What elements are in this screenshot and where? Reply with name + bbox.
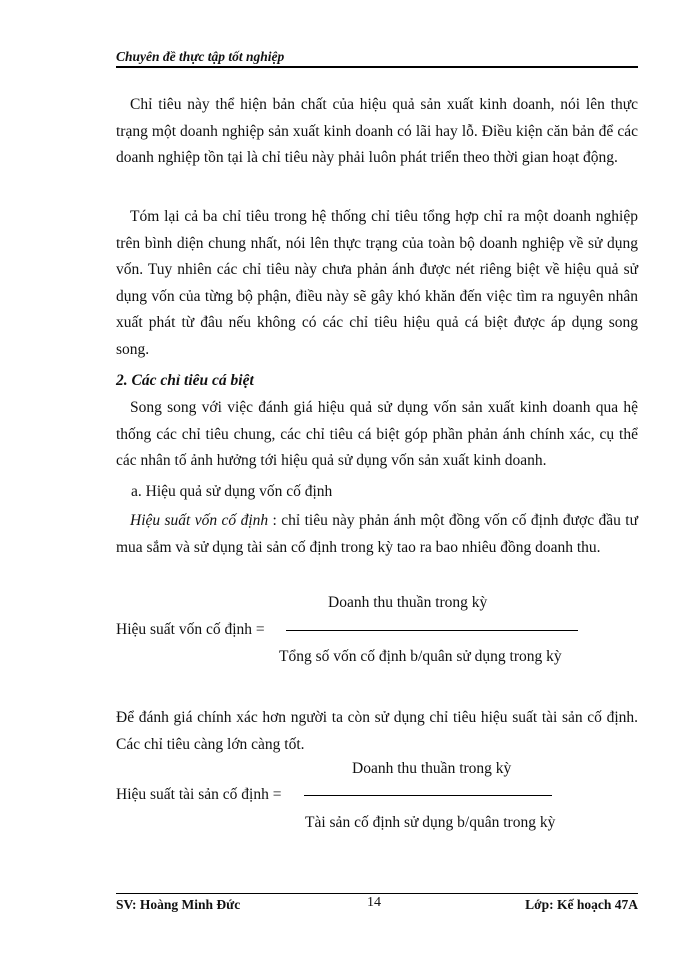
- formula1-numerator: Doanh thu thuần trong kỳ: [328, 594, 488, 611]
- page-number: 14: [367, 895, 381, 910]
- header-divider: [116, 66, 638, 68]
- formula2-denominator: Tài sản cố định sử dụng b/quân trong kỳ: [305, 814, 556, 831]
- term-fixed-capital-efficiency: Hiệu suất vốn cố định: [130, 512, 269, 529]
- paragraph-profit-indicator: Chỉ tiêu này thể hiện bản chất của hiệu quả sản xuất kinh doanh, nói lên thực trạng một doanh nghiệp sản xuất kinh doanh có lãi hay lỗ. Điều kiện căn bản để các doanh nghiệp tồn tại là chỉ tiêu này phải luôn phát triển theo thời gian hoạt động.: [116, 96, 638, 166]
- paragraph-individual-indicators: Song song với việc đánh giá hiệu quả sử dụng vốn sản xuất kinh doanh qua hệ thống các chỉ tiêu chung, các chỉ tiêu cá biệt góp phần phản ánh chính xác, cụ thể các nhân tố ảnh hưởng tới hiệu quả sử dụng vốn sản xuất kinh doanh.: [116, 399, 638, 469]
- formula2-fraction-bar: [304, 795, 552, 796]
- footer-class: Lớp: Kế hoạch 47A: [525, 897, 638, 912]
- paragraph-fixed-capital-efficiency: [116, 508, 638, 561]
- formula2-label: Hiệu suất tài sản cố định =: [116, 786, 282, 803]
- footer-student: SV: Hoàng Minh Đức: [116, 897, 241, 912]
- page-header-title: Chuyên đề thực tập tốt nghiệp: [116, 49, 285, 64]
- section-heading-2: 2. Các chỉ tiêu cá biệt: [116, 372, 254, 389]
- formula1-denominator: Tổng số vốn cố định b/quân sử dụng trong kỳ: [279, 648, 562, 665]
- formula1-label: Hiệu suất vốn cố định =: [116, 621, 265, 638]
- subsection-a: a. Hiệu quả sử dụng vốn cố định: [131, 483, 333, 500]
- formula2-numerator: Doanh thu thuần trong kỳ: [352, 760, 512, 777]
- paragraph-fixed-asset-efficiency: Để đánh giá chính xác hơn người ta còn sử dụng chỉ tiêu hiệu suất tài sản cố định. Các chỉ tiêu càng lớn càng tốt.: [116, 709, 638, 753]
- formula1-fraction-bar: [286, 630, 578, 631]
- footer-divider: [116, 893, 638, 894]
- paragraph-summary: Tóm lại cả ba chỉ tiêu trong hệ thống chỉ tiêu tổng hợp chỉ ra một doanh nghiệp trên bình diện chung nhất, nói lên thực trạng của toàn bộ doanh nghiệp về sử dụng vốn. Tuy nhiên các chỉ tiêu này chưa phản ánh được nét riêng biệt về hiệu quả sử dụng vốn của từng bộ phận, điều này sẽ gây khó khăn đến việc tìm ra nguyên nhân xuất phát từ đâu nếu không có các chỉ tiêu hiệu quả cá biệt được áp dụng song song.: [116, 208, 638, 358]
- term-definition: : chỉ tiêu này phản ánh một đồng vốn cố định được đầu tư mua sắm và sử dụng tài sản cố định trong kỳ tao ra bao nhiêu đồng doanh thu.: [116, 512, 638, 556]
